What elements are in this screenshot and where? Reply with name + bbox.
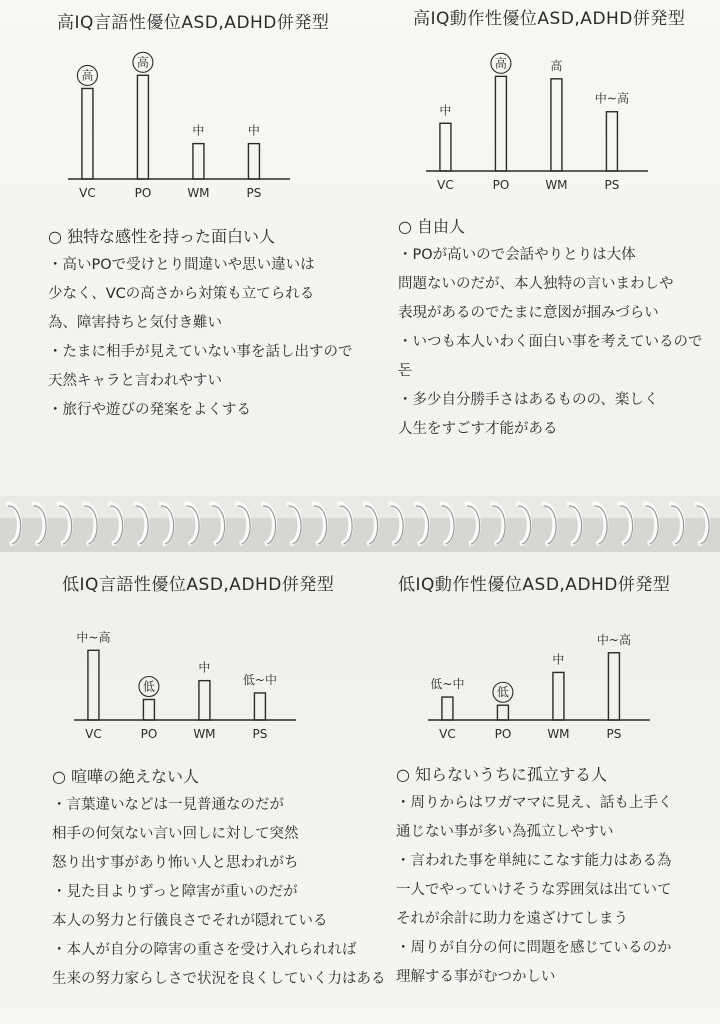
chart-category-label: WM (545, 178, 568, 192)
note-line: ・本人が自分の障害の重さを受け入れられれば (52, 942, 357, 958)
chart-value-label: 低 (142, 679, 155, 694)
note-heading: ○ 自由人 (398, 217, 466, 236)
chart-category-label: VC (85, 727, 102, 741)
note-line: 理解する事がむつかしい (396, 969, 556, 985)
bar-chart (420, 606, 660, 750)
chart-category-label: WM (193, 727, 216, 741)
chart-category-label: PO (140, 727, 158, 741)
note-line: ・言われた事を単純にこなす能力はある為 (396, 853, 672, 869)
chart-bar-po (143, 700, 154, 721)
note-line: 通じない事が多い為孤立しやすい (396, 824, 614, 840)
chart-category-label: PS (252, 727, 268, 741)
note-line: 為、障害持ちと気付き難い (48, 315, 222, 331)
chart-category-label: WM (187, 186, 210, 200)
chart-category-label: PS (606, 727, 622, 741)
note-heading: ○ 喧嘩の絶えない人 (52, 767, 200, 786)
chart-value-label: 低~中 (242, 672, 277, 687)
chart-value-label: 中 (247, 123, 260, 138)
quadrant-title: 高IQ動作性優位ASD,ADHD併発型 (413, 9, 686, 29)
note-line: ・POが高いので会話やりとりは大体 (398, 247, 636, 263)
chart-bar-wm (553, 672, 564, 720)
note-line: ・多少自分勝手さはあるものの、楽しく (398, 392, 659, 408)
note-line: ・周りからはワガママに見え、話も上手く (396, 795, 673, 811)
chart-value-label: 高 (81, 68, 94, 83)
note-line: 少なく、VCの高さから対策も立てられる (48, 286, 315, 302)
note-line: 問題ないのだが、本人独特の言いまわしや (398, 276, 674, 292)
chart-bar-vc (442, 697, 453, 720)
chart-bar-ps (608, 653, 619, 720)
chart-category-label: PS (246, 186, 262, 200)
bar-chart (60, 40, 300, 209)
quadrant-notes (48, 222, 353, 425)
chart-value-label: 中~高 (596, 632, 631, 647)
chart-category-label: PO (134, 186, 152, 200)
chart-bar-wm (199, 681, 210, 720)
chart-bar-ps (606, 112, 617, 171)
chart-bar-wm (193, 144, 204, 179)
chart-bar-vc (440, 123, 451, 171)
note-line: 一人でやっていけそうな雰囲気は出ていて (396, 882, 672, 898)
bar-chart-svg (66, 606, 306, 746)
note-line: 生来の努力家らしさで状況を良くしていく力はある (52, 971, 386, 987)
chart-value-label: 高 (550, 58, 563, 73)
quadrant-notes (52, 762, 386, 994)
chart-value-label: 高 (494, 56, 507, 71)
chart-bar-ps (254, 693, 265, 720)
bar-chart (418, 32, 658, 201)
bar-chart-svg (60, 40, 300, 205)
note-line: ・言葉違いなどは一見普通なのだが (52, 797, 284, 813)
spiral-binding (0, 496, 720, 552)
chart-bar-vc (82, 88, 93, 179)
note-line: 人生をすごす才能がある (398, 421, 558, 437)
chart-value-label: 高 (136, 55, 149, 70)
note-line: 相手の何気ない言い回しに対して突然 (52, 826, 299, 842)
chart-category-label: VC (79, 186, 96, 200)
note-heading: ○ 知らないうちに孤立する人 (396, 765, 608, 784)
note-line: ・見た目よりずっと障害が重いのだが (52, 884, 298, 900)
chart-value-label: 低 (496, 685, 509, 700)
chart-bar-wm (551, 79, 562, 171)
note-line: ・旅行や遊びの発案をよくする (48, 402, 251, 418)
chart-bar-ps (248, 144, 259, 179)
chart-value-label: 中 (439, 103, 452, 118)
chart-bar-po (137, 75, 148, 179)
chart-bar-po (495, 76, 506, 171)
chart-category-label: VC (437, 178, 454, 192)
note-line: ・たまに相手が見えていない事を話し出すので (48, 344, 353, 360)
chart-value-label: 中 (192, 123, 205, 138)
chart-category-label: VC (439, 727, 456, 741)
chart-value-label: 中~高 (594, 91, 629, 106)
chart-value-label: 低~中 (430, 677, 465, 692)
quadrant-notes (396, 760, 672, 992)
quadrant-title: 低IQ言語性優位ASD,ADHD併発型 (62, 575, 335, 595)
note-heading: ○ 独特な感性を持った面白い人 (48, 227, 276, 246)
chart-bar-po (497, 705, 508, 720)
bar-chart (66, 606, 306, 750)
bar-chart-svg (418, 32, 658, 197)
chart-category-label: PS (604, 178, 620, 192)
chart-value-label: 中 (198, 660, 211, 675)
note-line: ・周りが自分の何に問題を感じているのか (396, 940, 672, 956)
chart-bar-vc (88, 650, 99, 720)
chart-category-label: WM (547, 727, 570, 741)
chart-value-label: 中~高 (76, 630, 111, 645)
bar-chart-svg (420, 606, 660, 746)
quadrant-title: 低IQ動作性優位ASD,ADHD併発型 (398, 575, 671, 595)
quadrant-title: 高IQ言語性優位ASD,ADHD併発型 (57, 13, 330, 33)
note-line: ・いつも本人いわく面白い事を考えているので (398, 334, 703, 350)
chart-value-label: 中 (552, 652, 565, 667)
note-line: 天然キャラと言われやすい (48, 373, 222, 389)
note-line: ・高いPOで受けとり間違いや思い違いは (48, 257, 315, 273)
chart-category-label: PO (494, 727, 512, 741)
note-line: 怒り出す事があり怖い人と思われがち (52, 855, 299, 871)
note-line: それが余計に助力を遠ざけてしまう (396, 911, 628, 927)
chart-category-label: PO (492, 178, 510, 192)
note-line: 表現があるのでたまに意図が掴みづらい (398, 305, 659, 321)
note-line: 本人の努力と行儀良さでそれが隠れている (52, 913, 328, 929)
note-line: 돈 (398, 363, 413, 379)
quadrant-notes (398, 212, 703, 444)
